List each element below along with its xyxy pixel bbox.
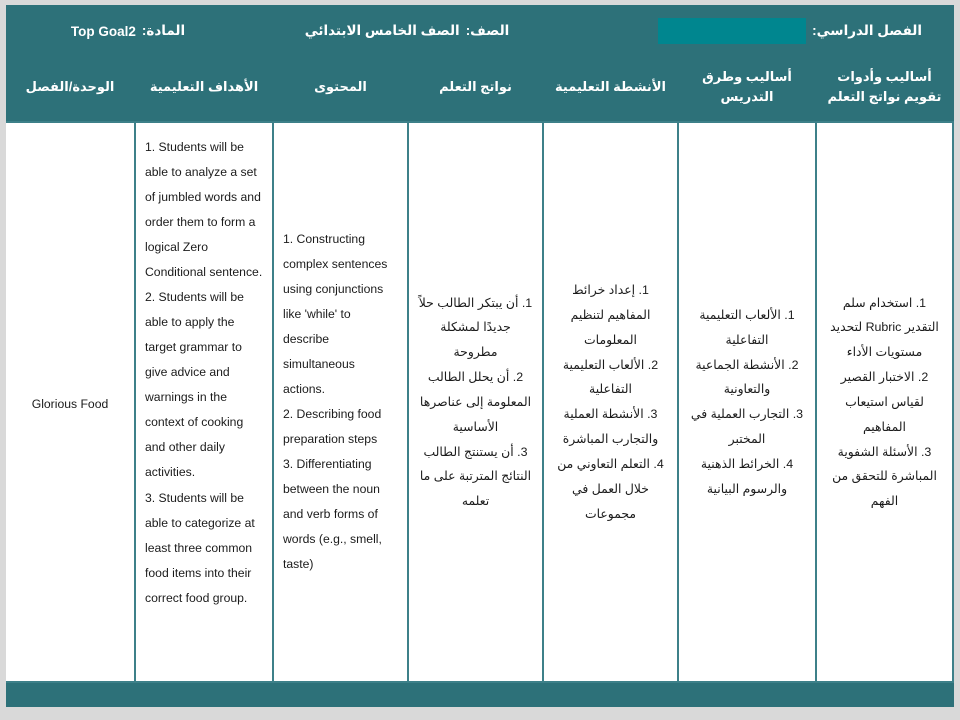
cell-outcomes[interactable]: 1. أن يبتكر الطالب حلاً جديدًا لمشكلة مطروحة 2. أن يحلل الطالب المعلومة إلى عناصرها الأساسية 3. أن يستنتج الطالب النتائج المترتبة على ما تعلمه	[408, 122, 543, 682]
subject-field-group	[10, 23, 246, 39]
lesson-plan-sheet	[6, 5, 954, 707]
table-row	[6, 122, 953, 682]
term-label: الفصل الدراسي:	[812, 23, 922, 38]
lesson-plan-table	[6, 57, 954, 683]
document-meta-bar	[6, 5, 954, 57]
grade-value: الصف الخامس الابتدائي	[304, 23, 460, 38]
column-header-content: المحتوى	[273, 57, 408, 122]
page-bottom-margin	[0, 707, 960, 720]
term-input[interactable]	[658, 18, 806, 44]
column-header-activities: الأنشطة التعليمية	[543, 57, 678, 122]
grade-label: الصف:	[465, 23, 510, 38]
term-field-group	[568, 18, 944, 44]
subject-label: المادة:	[141, 23, 186, 38]
table-header-row	[6, 57, 953, 122]
cell-methods[interactable]: 1. الألعاب التعليمية التفاعلية 2. الأنشطة الجماعية والتعاونية 3. التجارب العملية في المختبر 4. الخرائط الذهنية والرسوم البيانية	[678, 122, 816, 682]
cell-content[interactable]: 1. Constructing complex sentences using conjunctions like 'while' to describe simultaneous actions. 2. Describing food preparation steps 3. Differentiating between the noun and verb forms of words (e.g., smell, taste)	[273, 122, 408, 682]
grade-field-group	[246, 23, 568, 39]
column-header-methods: أساليب وطرق التدريس	[678, 57, 816, 122]
subject-value: Top Goal2	[70, 23, 136, 39]
column-header-objectives: الأهداف التعليمية	[135, 57, 273, 122]
column-header-outcomes: نواتج التعلم	[408, 57, 543, 122]
cell-activities[interactable]: 1. إعداد خرائط المفاهيم لتنظيم المعلومات 2. الألعاب التعليمية التفاعلية 3. الأنشطة العملية والتجارب المباشرة 4. التعلم التعاوني من خلال العمل في مجموعات	[543, 122, 678, 682]
column-header-assessment: أساليب وأدوات تقويم نواتج التعلم	[816, 57, 953, 122]
cell-objectives[interactable]: 1. Students will be able to analyze a set of jumbled words and order them to form a logical Zero Conditional sentence. 2. Students will be able to apply the target grammar to give advice and warnings in the context of cooking and other daily activities. 3. Students will be able to categorize at least three common food items into their correct food group.	[135, 122, 273, 682]
column-header-unit: الوحدة/الفصل	[6, 57, 135, 122]
cell-assessment[interactable]: 1. استخدام سلم التقدير Rubric لتحديد مستويات الأداء 2. الاختبار القصير لقياس استيعاب المفاهيم 3. الأسئلة الشفوية المباشرة للتحقق من الفهم	[816, 122, 953, 682]
cell-unit[interactable]: Glorious Food	[6, 122, 135, 682]
